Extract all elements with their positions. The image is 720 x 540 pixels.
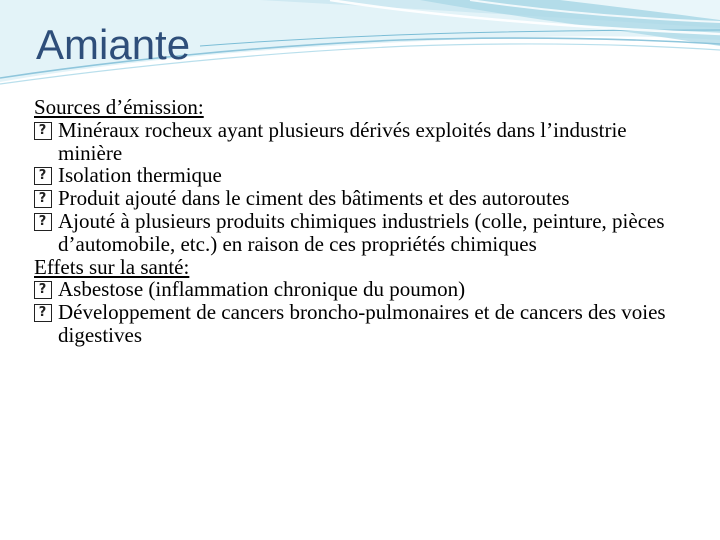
bullet-icon	[34, 122, 52, 140]
list-item	[34, 164, 674, 187]
list-item	[34, 119, 674, 165]
bullet-icon	[34, 213, 52, 231]
list-item	[34, 278, 674, 301]
bullet-icon	[34, 167, 52, 185]
list-item	[34, 187, 674, 210]
bullet-icon	[34, 281, 52, 299]
list-item-text: Ajouté à plusieurs produits chimiques industriels (colle, peinture, pièces d’automobile, etc.) en raison de ces propriétés chimiques	[58, 208, 665, 256]
section-heading-sources: Sources d’émission:	[34, 95, 204, 119]
bullet-icon	[34, 304, 52, 322]
slide-title: Amiante	[36, 21, 191, 68]
bullet-icon	[34, 190, 52, 208]
list-item-text: Isolation thermique	[58, 163, 222, 188]
list-item-text: Développement de cancers broncho-pulmonaires et de cancers des voies digestives	[58, 300, 666, 347]
section-heading-effets: Effets sur la santé:	[34, 254, 190, 279]
list-item-text: Asbestose (inflammation chronique du poumon)	[58, 277, 466, 302]
list-item	[34, 210, 674, 256]
list-item-text: Produit ajouté dans le ciment des bâtiments et des autoroutes	[58, 186, 570, 211]
list-item	[34, 301, 674, 347]
list-item-text: Minéraux rocheux ayant plusieurs dérivés exploités dans l’industrie minière	[58, 117, 627, 165]
slide-body	[34, 96, 674, 347]
